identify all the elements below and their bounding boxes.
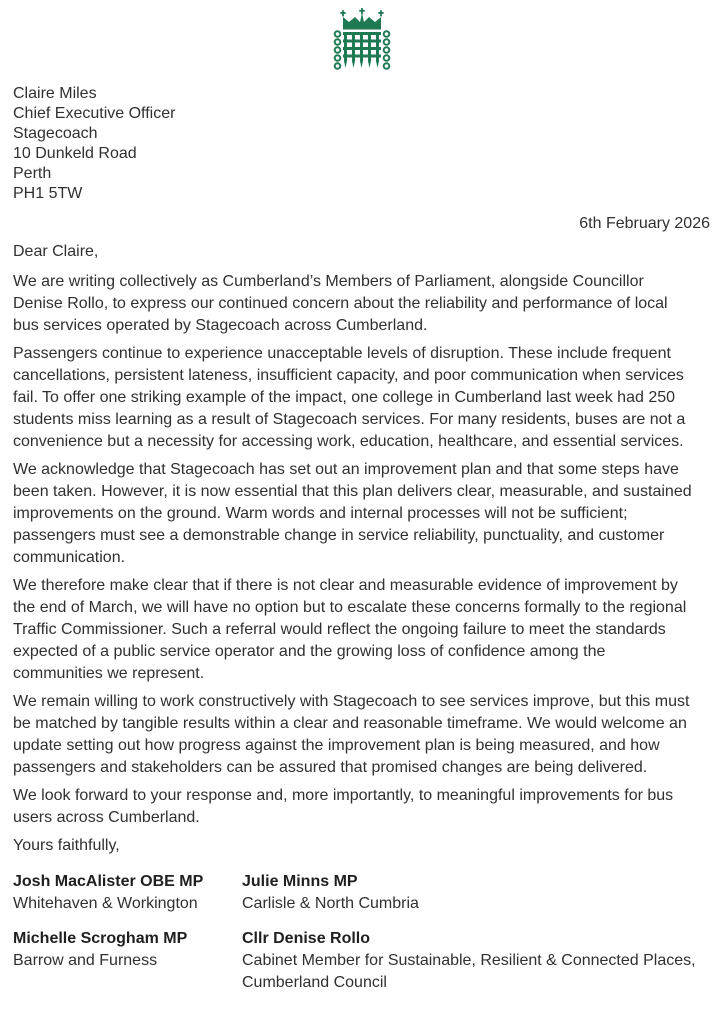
letter-paragraph-5: We remain willing to work constructively with Stagecoach to see services improve, but this must be matched by tangible results within a clear and reasonable timeframe. We would welcome an update setting out how progress against the improvement plan is being measured, and how passengers and stakeholders can be assured that promised changes are being delivered.	[13, 693, 690, 776]
signatory-role: Whitehaven & Workington	[13, 895, 198, 912]
letter-paragraph-6: We look forward to your response and, more importantly, to meaningful improvements for bus users across Cumberland.	[13, 787, 674, 826]
signatory-role: Cabinet Member for Sustainable, Resilient & Connected Places, Cumberland Council	[242, 952, 696, 991]
letterhead	[13, 8, 710, 74]
signatory-julie-minns	[242, 871, 710, 915]
recipient-company: Stagecoach	[13, 125, 98, 142]
signatory-michelle-scrogham	[13, 928, 242, 994]
signature-grid	[13, 871, 710, 994]
recipient-street: 10 Dunkeld Road	[13, 145, 137, 162]
signatory-role: Barrow and Furness	[13, 952, 158, 969]
recipient-postcode: PH1 5TW	[13, 185, 83, 202]
letter-paragraph-1: We are writing collectively as Cumberland’s Members of Parliament, alongside Councillor Denise Rollo, to express our continued concern about the reliability and performance of local bus services operated by Stagecoach across Cumberland.	[13, 273, 668, 334]
signatory-name: Michelle Scrogham MP	[13, 930, 188, 947]
recipient-city: Perth	[13, 165, 52, 182]
signatory-name: Julie Minns MP	[242, 873, 358, 890]
recipient-title: Chief Executive Officer	[13, 105, 176, 122]
signatory-role: Carlisle & North Cumbria	[242, 895, 419, 912]
letter-paragraph-4: We therefore make clear that if there is not clear and measurable evidence of improvement by the end of March, we will have no option but to escalate these concerns formally to the regional Traffic Commissioner. Such a referral would reflect the ongoing failure to meet the standards expected of a public service operator and the growing loss of confidence among the communities we represent.	[13, 577, 687, 682]
signatory-name: Cllr Denise Rollo	[242, 930, 371, 947]
signatory-denise-rollo	[242, 928, 710, 994]
signatory-josh-macalister	[13, 871, 242, 915]
closing: Yours faithfully,	[13, 837, 120, 854]
recipient-name: Claire Miles	[13, 85, 97, 102]
salutation: Dear Claire,	[13, 243, 99, 260]
letter-paragraph-3: We acknowledge that Stagecoach has set out an improvement plan and that some steps have been taken. However, it is now essential that this plan delivers clear, measurable, and sustained improvements on the ground. Warm words and internal processes will not be sufficient; passengers must see a demonstrable change in service reliability, punctuality, and customer communication.	[13, 461, 692, 566]
letter-date: 6th February 2026	[579, 215, 710, 232]
signatory-name: Josh MacAlister OBE MP	[13, 873, 204, 890]
uk-parliament-portcullis-icon	[333, 8, 391, 72]
letter-paragraph-2: Passengers continue to experience unacceptable levels of disruption. These include frequent cancellations, persistent lateness, insufficient capacity, and poor communication when services fail. To offer one striking example of the impact, one college in Cumberland last week had 250 students miss learning as a result of Stagecoach services. For many residents, buses are not a convenience but a necessity for accessing work, education, healthcare, and essential services.	[13, 345, 686, 450]
recipient-block	[13, 84, 710, 204]
